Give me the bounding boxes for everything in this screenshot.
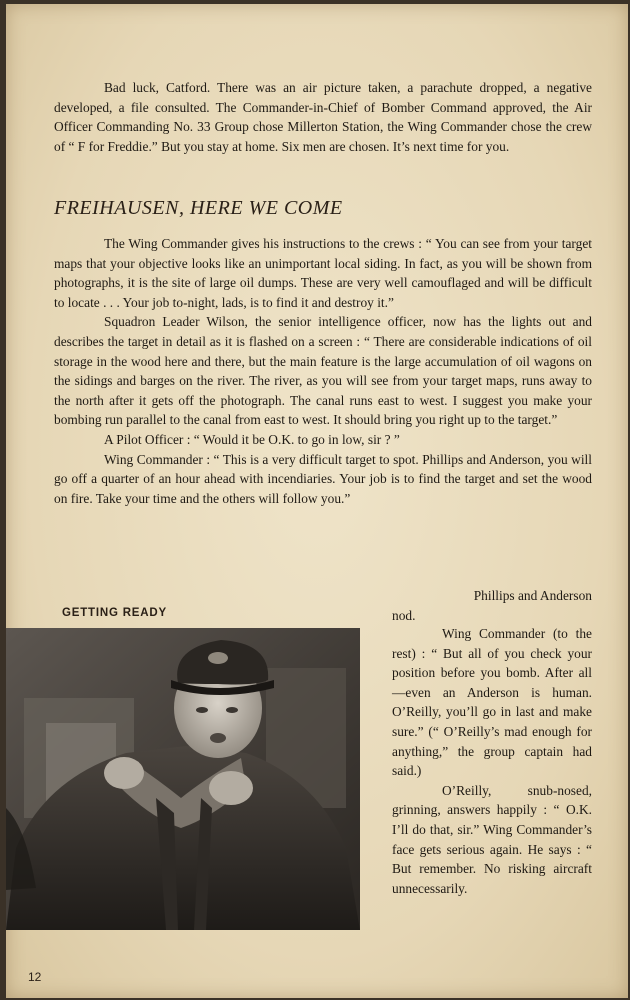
photo-officer-illustration bbox=[6, 628, 360, 930]
nod-line-1: Phillips and Anderson bbox=[473, 588, 592, 603]
paragraph-oreilly: O’Reilly, snub-nosed, grinning, answers happily : “ O.K. I’ll do that, sir.” Wing Commander’s face gets serious again. He says : “ But remember. No risking aircraft unnecessarily. bbox=[392, 782, 592, 896]
photo-officer bbox=[6, 628, 360, 930]
paragraph-pilot-officer: A Pilot Officer : “ Would it be O.K. to go in low, sir ? ” bbox=[104, 431, 400, 447]
nod-paragraph bbox=[392, 586, 592, 625]
paragraph-wing-commander: Wing Commander : “ This is a very difficult target to spot. Phillips and Anderson, you will go off a quarter of an hour ahead with incendiaries. Your job is to find the target and set the wood on fire. Take your time and the others will follow you.” bbox=[54, 451, 592, 506]
page-number: 12 bbox=[28, 970, 42, 984]
intro-paragraph-text: Bad luck, Catford. There was an air picture taken, a parachute dropped, a negative developed, a file consulted. The Commander-in-Chief of Bomber Command approved, the Air Officer Commanding No. 33 Group chose Millerton Station, the Wing Commander chose the crew of “ F for Freddie.” But you stay at home. Six men are chosen. It’s next time for you. bbox=[54, 80, 592, 154]
section-heading: FREIHAUSEN, HERE WE COME bbox=[54, 197, 343, 219]
nod-line-2: nod. bbox=[392, 607, 416, 623]
paragraph-instructions: The Wing Commander gives his instructions to the crews : “ You can see from your target maps that your objective looks like an unimportant local siding. In fact, as you will be shown from photographs, it is the site of large oil dumps. These are very well camouflaged and will be difficult to locate . . . Your job to-night, lads, is to find it and destroy it.” bbox=[54, 236, 592, 310]
book-page bbox=[6, 4, 628, 998]
photo-caption: GETTING READY bbox=[62, 607, 167, 619]
main-body-text bbox=[54, 234, 592, 508]
paragraph-wilson: Squadron Leader Wilson, the senior intelligence officer, now has the lights out and describes the target in detail as it is flashed on a screen : “ There are considerable indications of oil storage in the wood here and there, but the main feature is the large accumulation of oil wagons on the sidings and barges on the river. The river, as you will see from your target maps, runs away to the north after it gets off the photograph. The canal runs east to west. I suggest you make your bombing run parallel to the canal from east to west. It should bring you right up to the target.” bbox=[54, 314, 592, 428]
paragraph-wing-commander-rest: Wing Commander (to the rest) : “ But all of you check your position before you bomb. After all—even an Anderson is human. O’Reilly, you’ll go in last and make sure.” (“ O’Reilly’s mad enough for anything,” the group captain had said.) bbox=[392, 626, 592, 779]
intro-paragraph bbox=[54, 78, 592, 156]
right-column-text bbox=[392, 624, 592, 898]
